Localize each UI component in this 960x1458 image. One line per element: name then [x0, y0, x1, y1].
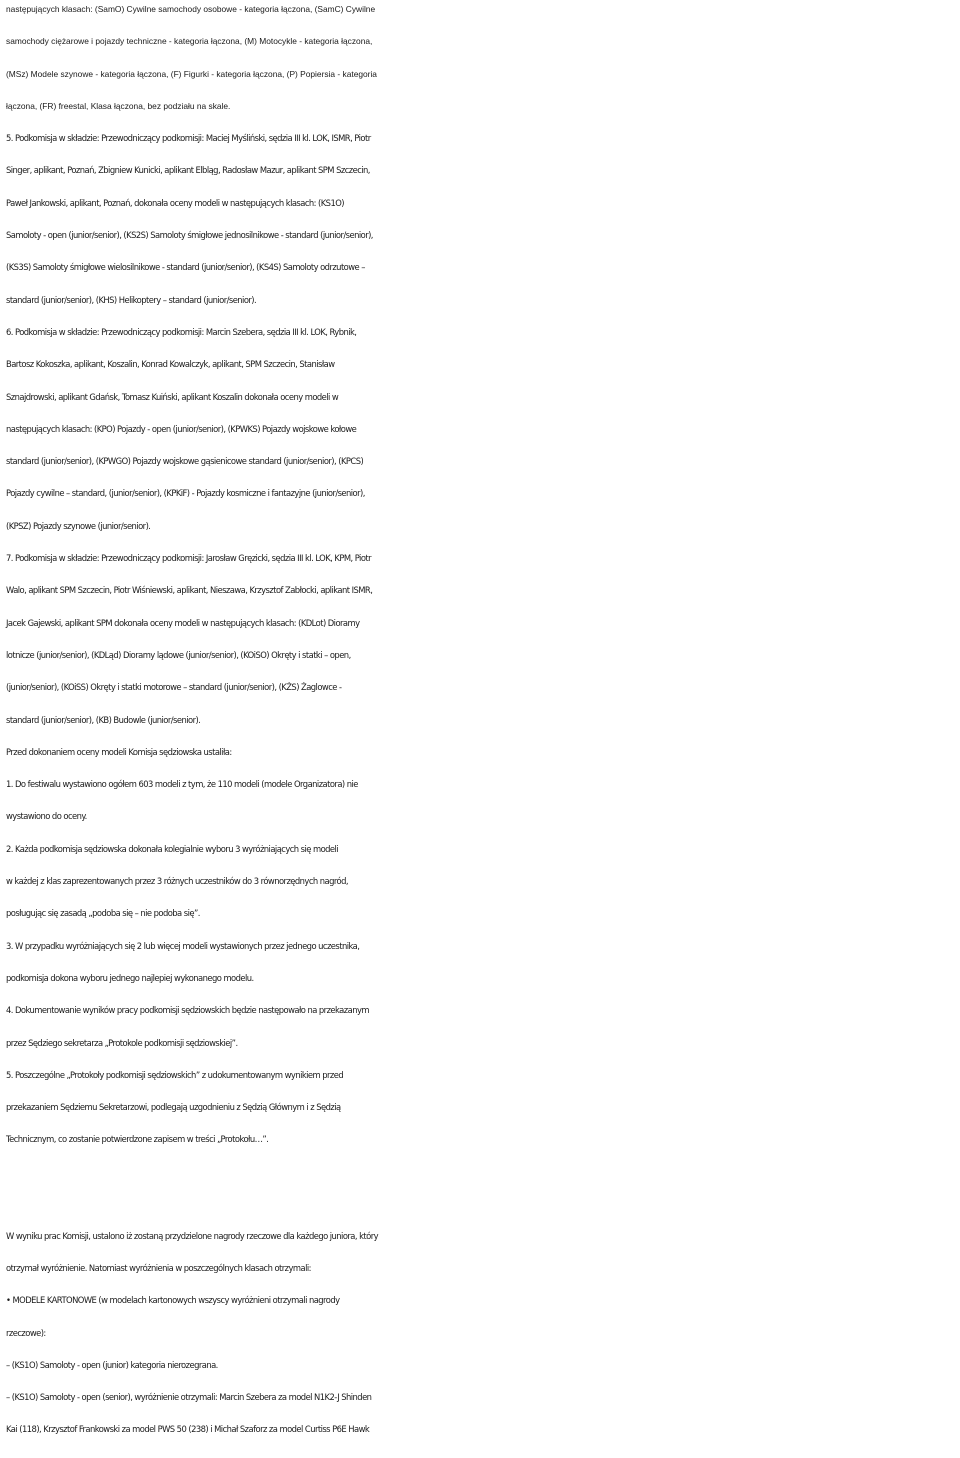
text-line: 5. Poszczególne „Protokoły podkomisji sędziowskich” z udokumentowanym wynikiem przed [6, 1069, 344, 1080]
text-line: (KS3S) Samoloty śmigłowe wielosilnikowe - standard (junior/senior), (KS4S) Samoloty odrzutowe – [6, 262, 365, 273]
text-line: standard (junior/senior), (KHS) Helikoptery – standard (junior/senior). [6, 294, 257, 305]
text-line: przekazaniem Sędziemu Sekretarzowi, podlegają uzgodnieniu z Sędzią Głównym i z Sędzią [6, 1102, 341, 1113]
text-line: Kai (118), Krzysztof Frankowski za model PWS 50 (238) i Michał Szaforz za model Curtiss P6E Hawk [6, 1424, 370, 1435]
text-line: (MSz) Modele szynowe - kategoria łączona, (F) Figurki - kategoria łączona, (P) Popiersia - kategoria [6, 68, 377, 79]
text-line: W wyniku prac Komisji, ustalono iż zostaną przydzielone nagrody rzeczowe dla każdego juniora, który [6, 1230, 379, 1241]
text-line: posługując się zasadą „podoba się – nie podoba się”. [6, 908, 200, 919]
text-line: Walo, aplikant SPM Szczecin, Piotr Wiśniewski, aplikant, Nieszawa, Krzysztof Zabłocki, aplikant ISMR, [6, 585, 373, 596]
text-line: 1. Do festiwalu wystawiono ogółem 603 modeli z tym, że 110 modeli (modele Organizatora) nie [6, 779, 358, 790]
paragraph-spacer [6, 1156, 960, 1220]
text-line: 3. W przypadku wyróżniających się 2 lub więcej modeli wystawionych przez jednego uczestnika, [6, 940, 360, 951]
text-line: 7. Podkomisja w składzie: Przewodniczący podkomisji: Jarosław Gręzicki, sędzia III kl. LOK, KPM, Piotr [6, 553, 372, 564]
text-line: Samoloty - open (junior/senior), (KS2S) Samoloty śmigłowe jednosilnikowe - standard (junior/senior), [6, 230, 373, 241]
text-line: Technicznym, co zostanie potwierdzone zapisem w treści „Protokołu…”. [6, 1134, 269, 1145]
text-line: 2. Każda podkomisja sędziowska dokonała kolegialnie wyboru 3 wyróżniających się modeli [6, 843, 339, 854]
text-line: przez Sędziego sekretarza „Protokole podkomisji sędziowskiej”. [6, 1037, 238, 1048]
text-line: lotnicze (junior/senior), (KDLąd) Dioramy lądowe (junior/senior), (KOiSO) Okręty i statki – open, [6, 649, 351, 660]
text-line: 4. Dokumentowanie wyników pracy podkomisji sędziowskich będzie następowało na przekazanym [6, 1005, 369, 1016]
findings-list [6, 736, 960, 1156]
section-6-paragraph [6, 316, 960, 542]
text-line: łączona, (FR) freestal, Klasa łączona, bez podziału na skale. [6, 100, 231, 111]
text-line: 5. Podkomisja w składzie: Przewodniczący podkomisji: Maciej Myśliński, sędzia III kl. LOK, ISMR, Piotr [6, 133, 371, 144]
dash-item: – (KS1O) Samoloty - open (junior) kategoria nierozegrana. [6, 1359, 218, 1370]
text-line: standard (junior/senior), (KPWGO) Pojazdy wojskowe gąsienicowe standard (junior/senior), (KPCS) [6, 456, 364, 467]
text-line: (KPSZ) Pojazdy szynowe (junior/senior). [6, 520, 151, 531]
text-line: Jacek Gajewski, aplikant SPM dokonała oceny modeli w następujących klasach: (KDLot) Dioramy [6, 617, 360, 628]
results-paragraph [6, 1220, 960, 1446]
text-line: Bartosz Kokoszka, aplikant, Koszalin, Konrad Kowalczyk, aplikant, SPM Szczecin, Stanisław [6, 359, 335, 370]
text-line: Singer, aplikant, Poznań, Zbigniew Kunicki, aplikant Elbląg, Radosław Mazur, aplikant SPM Szczecin, [6, 165, 370, 176]
text-line: rzeczowe): [6, 1327, 46, 1338]
document-page [6, 0, 960, 1446]
findings-heading: Przed dokonaniem oceny modeli Komisja sędziowska ustaliła: [6, 746, 232, 757]
text-line: 6. Podkomisja w składzie: Przewodniczący podkomisji: Marcin Szebera, sędzia III kl. LOK, Rybnik, [6, 326, 357, 337]
bullet-item: • MODELE KARTONOWE (w modelach kartonowych wszyscy wyróżnieni otrzymali nagrody [6, 1295, 340, 1306]
text-line: podkomisja dokona wyboru jednego najlepiej wykonanego modelu. [6, 972, 254, 983]
text-line: (junior/senior), (KOiSS) Okręty i statki motorowe – standard (junior/senior), (KŻS) Żaglowce - [6, 682, 342, 693]
text-line: w każdej z klas zaprezentowanych przez 3 różnych uczestników do 3 równorzędnych nagród, [6, 876, 349, 887]
text-line: Sznajdrowski, aplikant Gdańsk, Tomasz Kuiński, aplikant Koszalin dokonała oceny modeli w [6, 391, 339, 402]
intro-paragraph [6, 0, 960, 122]
text-line: następujących klasach: (SamO) Cywilne samochody osobowe - kategoria łączona, (SamC) Cywilne [6, 4, 376, 14]
text-line: standard (junior/senior), (KB) Budowle (junior/senior). [6, 714, 201, 725]
dash-item: – (KS1O) Samoloty - open (senior), wyróżnienie otrzymali: Marcin Szebera za model N1K2-J Shinden [6, 1392, 372, 1403]
text-line: następujących klasach: (KPO) Pojazdy - open (junior/senior), (KPWKS) Pojazdy wojskowe kołowe [6, 423, 357, 434]
text-line: Pojazdy cywilne – standard, (junior/senior), (KPKiF) - Pojazdy kosmiczne i fantazyjne (junior/senior), [6, 488, 365, 499]
text-line: wystawiono do oceny. [6, 811, 87, 822]
text-line: otrzymał wyróżnienie. Natomiast wyróżnienia w poszczególnych klasach otrzymali: [6, 1262, 311, 1273]
text-line: Paweł Jankowski, aplikant, Poznań, dokonała oceny modeli w następujących klasach: (KS1O) [6, 197, 344, 208]
text-line: samochody ciężarowe i pojazdy techniczne - kategoria łączona, (M) Motocykle - kategoria łączona, [6, 36, 373, 47]
section-7-paragraph [6, 542, 960, 736]
section-5-paragraph [6, 122, 960, 316]
